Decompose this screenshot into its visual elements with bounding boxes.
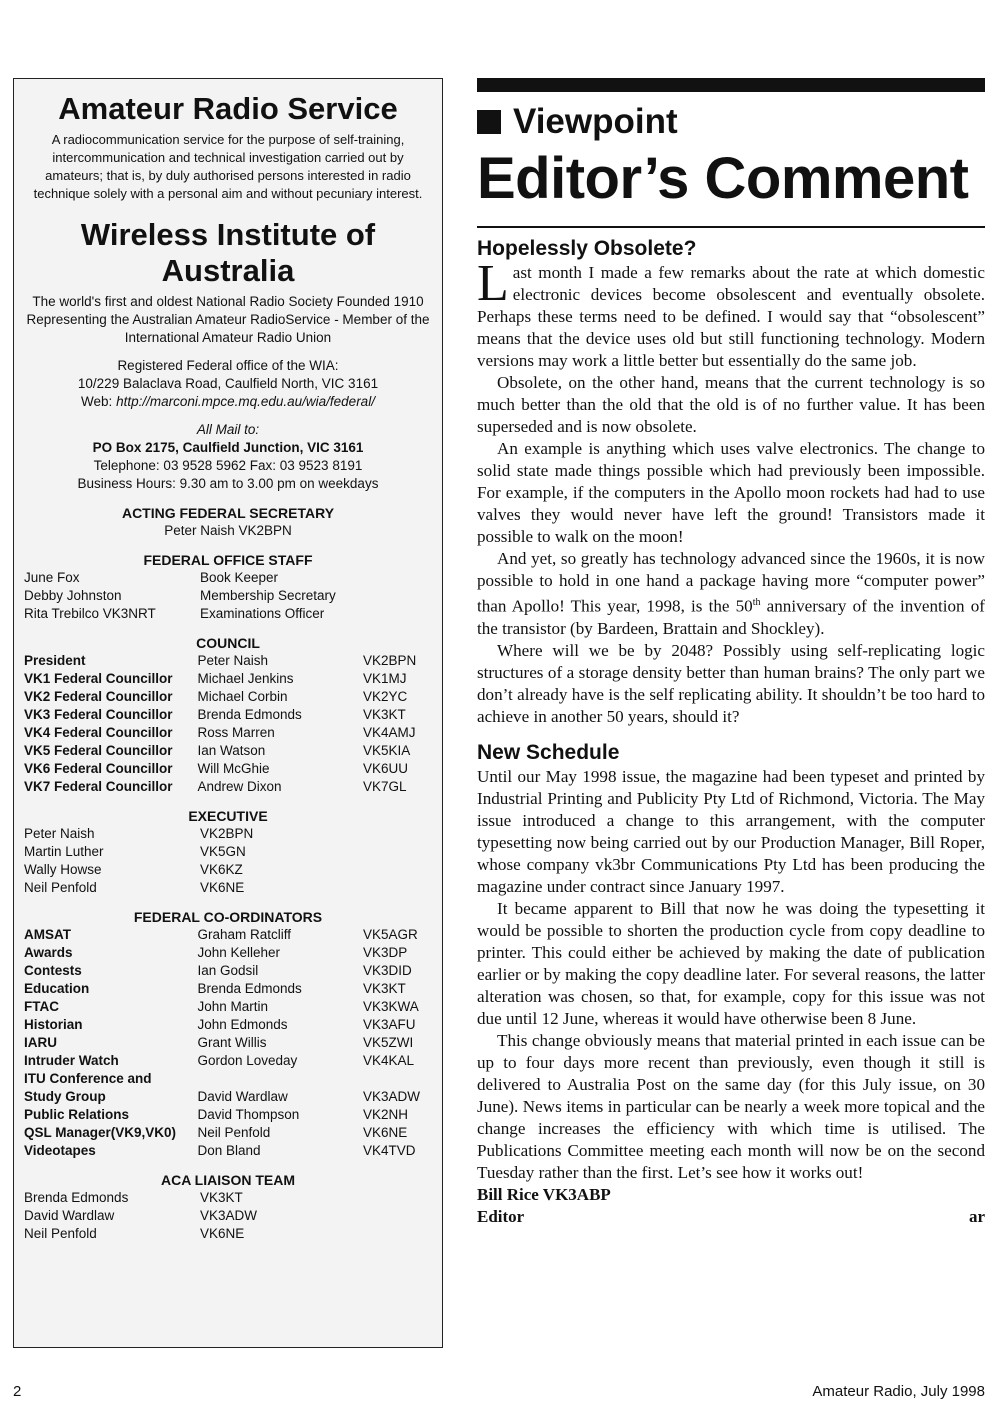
executive-name: Peter Naish [24, 826, 95, 841]
coordinator-name: John Kelleher [197, 945, 281, 960]
council-title: VK1 Federal Councillor [24, 671, 173, 686]
council-title: President [24, 653, 86, 668]
business-hours: Business Hours: 9.30 am to 3.00 pm on weekdays [77, 476, 379, 491]
coordinator-row [24, 1016, 432, 1034]
council-title: VK6 Federal Councillor [24, 761, 173, 776]
paragraph-4-text-b: anniversary of the invention of the transistor (by Bardeen, Brattain and Shockley). [477, 596, 985, 638]
staff-row [24, 587, 432, 605]
coordinator-call: VK3KT [363, 981, 406, 996]
council-title: VK4 Federal Councillor [24, 725, 173, 740]
office-label: Registered Federal office of the WIA: [117, 358, 339, 373]
coordinator-call: VK3ADW [363, 1089, 421, 1104]
executive-name: Martin Luther [24, 844, 104, 859]
acting-secretary-heading: ACTING FEDERAL SECRETARY [121, 505, 335, 521]
ars-description: A radiocommunication service for the purpose of self-training, intercommunication and technical investigation carried out by amateurs; that is, by duly authorised persons interested in radio technique solely with a personal aim and without pecuniary interest. [33, 132, 423, 201]
coordinator-name: John Martin [197, 999, 268, 1014]
coordinator-name: Gordon Loveday [197, 1053, 298, 1068]
executive-call: VK5GN [200, 844, 246, 859]
coordinator-row [24, 944, 432, 962]
acting-secretary-name: Peter Naish VK2BPN [164, 523, 292, 538]
coordinator-call: VK3DP [363, 945, 408, 960]
coordinator-call: VK3AFU [363, 1017, 416, 1032]
coordinator-title: QSL Manager(VK9,VK0) [24, 1125, 177, 1140]
coordinator-call: VK4TVD [363, 1143, 416, 1158]
council-name: Brenda Edmonds [197, 707, 302, 722]
coordinators-list [24, 926, 432, 1160]
paragraph-5: Where will we be by 2048? Possibly using self-replicating logic structures of a storage density better than human brains? The only part we don’t already have is the self replicating ability. It shouldn’t be too hard to achieve in another 50 years, should it? [477, 640, 985, 726]
staff-name: June Fox [24, 570, 80, 585]
aca-name: Neil Penfold [24, 1226, 97, 1241]
paragraph-8: This change obviously means that material printed in each issue can be up to four days more recent than previously, even though it still is delivered to Australia Post on the same day (for this July issue, on 30 June). News items in particular can be nearly a week more topical and the change increases the efficiency with which time is utilised. The Publications Committee meeting each month will now be on the second Tuesday rather than the first. Let’s see how it works out! [477, 1030, 985, 1182]
coordinator-row [24, 980, 432, 998]
coordinator-name: Brenda Edmonds [197, 981, 302, 996]
staff-heading: FEDERAL OFFICE STAFF [143, 552, 313, 568]
council-call: VK7GL [363, 779, 407, 794]
aca-row [24, 1207, 432, 1225]
coordinator-name: David Wardlaw [197, 1089, 288, 1104]
coordinator-title: Public Relations [24, 1107, 130, 1122]
square-bullet-icon [477, 110, 501, 134]
executive-call: VK6KZ [200, 862, 243, 877]
coordinator-title: Awards [24, 945, 73, 960]
staff-name: Rita Trebilco VK3NRT [24, 606, 156, 621]
council-name: Peter Naish [197, 653, 268, 668]
coordinator-title: Contests [24, 963, 82, 978]
council-row [24, 760, 432, 778]
coordinator-title: Videotapes [24, 1143, 96, 1158]
page-title: Editor’s Comment [477, 146, 969, 211]
coordinator-name: Don Bland [197, 1143, 261, 1158]
council-row [24, 724, 432, 742]
coordinator-row [24, 998, 432, 1016]
staff-list [24, 569, 432, 623]
staff-row [24, 569, 432, 587]
executive-call: VK2BPN [200, 826, 254, 841]
coordinator-call: VK6NE [363, 1125, 408, 1140]
council-call: VK4AMJ [363, 725, 416, 740]
wia-info-box [13, 78, 443, 1348]
end-mark: ar [968, 1206, 985, 1226]
executive-name: Neil Penfold [24, 880, 97, 895]
council-row [24, 778, 432, 796]
publication-name: Amateur Radio, July 1998 [812, 1383, 985, 1400]
council-heading: COUNCIL [196, 635, 260, 651]
coordinator-call: VK3KWA [363, 999, 419, 1014]
council-call: VK1MJ [363, 671, 407, 686]
executive-row [24, 825, 432, 843]
coordinator-call: VK4KAL [363, 1053, 415, 1068]
web-prefix: Web: [81, 394, 113, 409]
wia-founded: The world's first and oldest National Radio Society Founded 1910 [32, 294, 424, 309]
web-url[interactable]: http://marconi.mpce.mq.edu.au/wia/federal/ [116, 394, 375, 409]
coordinator-call: VK3DID [363, 963, 412, 978]
coordinator-call: VK5ZWI [363, 1035, 414, 1050]
mail-address: PO Box 2175, Caulfield Junction, VIC 3161 [92, 440, 364, 455]
coordinator-row [24, 1106, 432, 1124]
staff-name: Debby Johnston [24, 588, 122, 603]
office-address: 10/229 Balaclava Road, Caulfield North, VIC 3161 [77, 376, 379, 391]
coordinator-call: VK5AGR [363, 927, 418, 942]
phone-line: Telephone: 03 9528 5962 Fax: 03 9523 8191 [93, 458, 363, 473]
title-rule [477, 226, 985, 228]
executive-heading: EXECUTIVE [188, 808, 268, 824]
aca-call: VK6NE [200, 1226, 245, 1241]
aca-row [24, 1225, 432, 1243]
aca-name: David Wardlaw [24, 1208, 115, 1223]
mail-label: All Mail to: [196, 422, 260, 437]
viewpoint-label: Viewpoint [513, 102, 678, 141]
drop-cap: L [477, 255, 509, 312]
editorial-column [477, 78, 985, 1228]
coordinator-name: David Thompson [197, 1107, 300, 1122]
top-rule [477, 78, 985, 92]
paragraph-1-text: ast month I made a few remarks about the rate at which domestic electronic devices become obsolescent and eventually obsolete. Perhaps these terms need to be defined. I would say that “obsolescent” means that the device uses old but still functioning technology. Modern versions may work a little better but essentially do the same job. [477, 263, 985, 370]
council-row [24, 688, 432, 706]
council-row [24, 706, 432, 724]
executive-name: Wally Howse [24, 862, 102, 877]
wia-title: Wireless Institute of Australia [80, 217, 376, 288]
council-row [24, 670, 432, 688]
section-heading-obsolete: Hopelessly Obsolete? [477, 237, 697, 260]
council-row [24, 742, 432, 760]
coordinator-row [24, 926, 432, 944]
executive-row [24, 843, 432, 861]
council-title: VK7 Federal Councillor [24, 779, 173, 794]
council-call: VK2BPN [363, 653, 417, 668]
coordinator-call: VK2NH [363, 1107, 409, 1122]
coordinator-title: Historian [24, 1017, 83, 1032]
staff-role: Book Keeper [200, 570, 279, 585]
paragraph-4 [477, 548, 985, 640]
page-number: 2 [13, 1383, 22, 1400]
coordinator-name: Graham Ratcliff [197, 927, 291, 942]
staff-row [24, 605, 432, 623]
signature-role-row [477, 1206, 985, 1228]
ars-title: Amateur Radio Service [58, 91, 398, 126]
council-name: Ian Watson [197, 743, 266, 758]
council-name: Michael Corbin [197, 689, 288, 704]
coordinator-title: IARU [24, 1035, 57, 1050]
coordinator-name: Neil Penfold [197, 1125, 271, 1140]
executive-list [24, 825, 432, 897]
coordinator-title: FTAC [24, 999, 59, 1014]
paragraph-7: It became apparent to Bill that now he was doing the typesetting it would be possible to shorten the production cycle from copy deadline to printer. This could either be achieved by making the date of publication earlier or by making the copy deadline later. For several reasons, the latter alteration was chosen, so that, for example, copy for this issue was not due until 12 June, whereas it would have otherwise been 8 June. [477, 898, 985, 1028]
aca-call: VK3ADW [200, 1208, 258, 1223]
viewpoint-heading [477, 102, 985, 142]
council-name: Michael Jenkins [197, 671, 294, 686]
executive-row [24, 861, 432, 879]
aca-call: VK3KT [200, 1190, 243, 1205]
web-line [24, 393, 432, 411]
coordinator-title: AMSAT [24, 927, 71, 942]
coordinators-heading: FEDERAL CO-ORDINATORS [133, 909, 323, 925]
aca-list [24, 1189, 432, 1243]
signature-name: Bill Rice VK3ABP [477, 1184, 611, 1204]
council-title: VK5 Federal Councillor [24, 743, 173, 758]
council-call: VK3KT [363, 707, 406, 722]
coordinator-name: Grant Willis [197, 1035, 267, 1050]
council-title: VK2 Federal Councillor [24, 689, 173, 704]
coordinator-row [24, 1142, 432, 1160]
paragraph-2: Obsolete, on the other hand, means that the current technology is so much better than the old that the old is of no further value. It has been superseded and is now obsolete. [477, 373, 985, 436]
staff-role: Membership Secretary [200, 588, 336, 603]
aca-name: Brenda Edmonds [24, 1190, 129, 1205]
council-title: VK3 Federal Councillor [24, 707, 173, 722]
paragraph-3: An example is anything which uses valve electronics. The change to solid state made things possible which had previously been impossible. For example, if the computers in the Apollo moon rockets had had to use valves they would never have left the ground! Transistors made it possible to walk on the moon! [477, 439, 985, 546]
coordinator-title: Education [24, 981, 90, 996]
paragraph-4-text-a: And yet, so greatly has technology advanced since the 1960s, it is now possible to hold in one hand a package having more “computer power” than Apollo! This year, 1998, is the 50 [477, 549, 985, 616]
coordinator-row [24, 1124, 432, 1142]
paragraph-6: Until our May 1998 issue, the magazine had been typeset and printed by Industrial Printing and Publicity Pty Ltd of Richmond, Victoria. The May issue introduced a change to this arrangement, with the computer typesetting now being carried out by our Production Manager, Bill Roper, whose company vk3br Communications Pty Ltd has been producing the magazine under contract since January 1997. [477, 766, 985, 896]
coordinator-row [24, 1088, 432, 1106]
coordinator-title: ITU Conference and [24, 1071, 152, 1086]
council-call: VK5KIA [363, 743, 411, 758]
paragraph-1 [477, 255, 985, 372]
executive-call: VK6NE [200, 880, 245, 895]
wia-representing: Representing the Australian Amateur RadioService - Member of the International Amateur Radio Union [26, 312, 430, 345]
ordinal-superscript: th [752, 597, 761, 608]
signature-role: Editor [477, 1206, 525, 1226]
council-call: VK2YC [363, 689, 408, 704]
aca-heading: ACA LIAISON TEAM [160, 1172, 296, 1188]
council-name: Will McGhie [197, 761, 270, 776]
coordinator-row [24, 1034, 432, 1052]
council-name: Ross Marren [197, 725, 275, 740]
coordinator-name: John Edmonds [197, 1017, 288, 1032]
coordinator-title: Study Group [24, 1089, 106, 1104]
council-list [24, 652, 432, 796]
aca-row [24, 1189, 432, 1207]
page-footer [13, 1383, 985, 1400]
council-call: VK6UU [363, 761, 409, 776]
coordinator-row [24, 1052, 432, 1070]
council-name: Andrew Dixon [197, 779, 282, 794]
coordinator-name: Ian Godsil [197, 963, 259, 978]
coordinator-row [24, 1070, 432, 1088]
executive-row [24, 879, 432, 897]
council-row [24, 652, 432, 670]
coordinator-title: Intruder Watch [24, 1053, 119, 1068]
staff-role: Examinations Officer [200, 606, 325, 621]
coordinator-row [24, 962, 432, 980]
section-heading-schedule: New Schedule [477, 740, 620, 764]
